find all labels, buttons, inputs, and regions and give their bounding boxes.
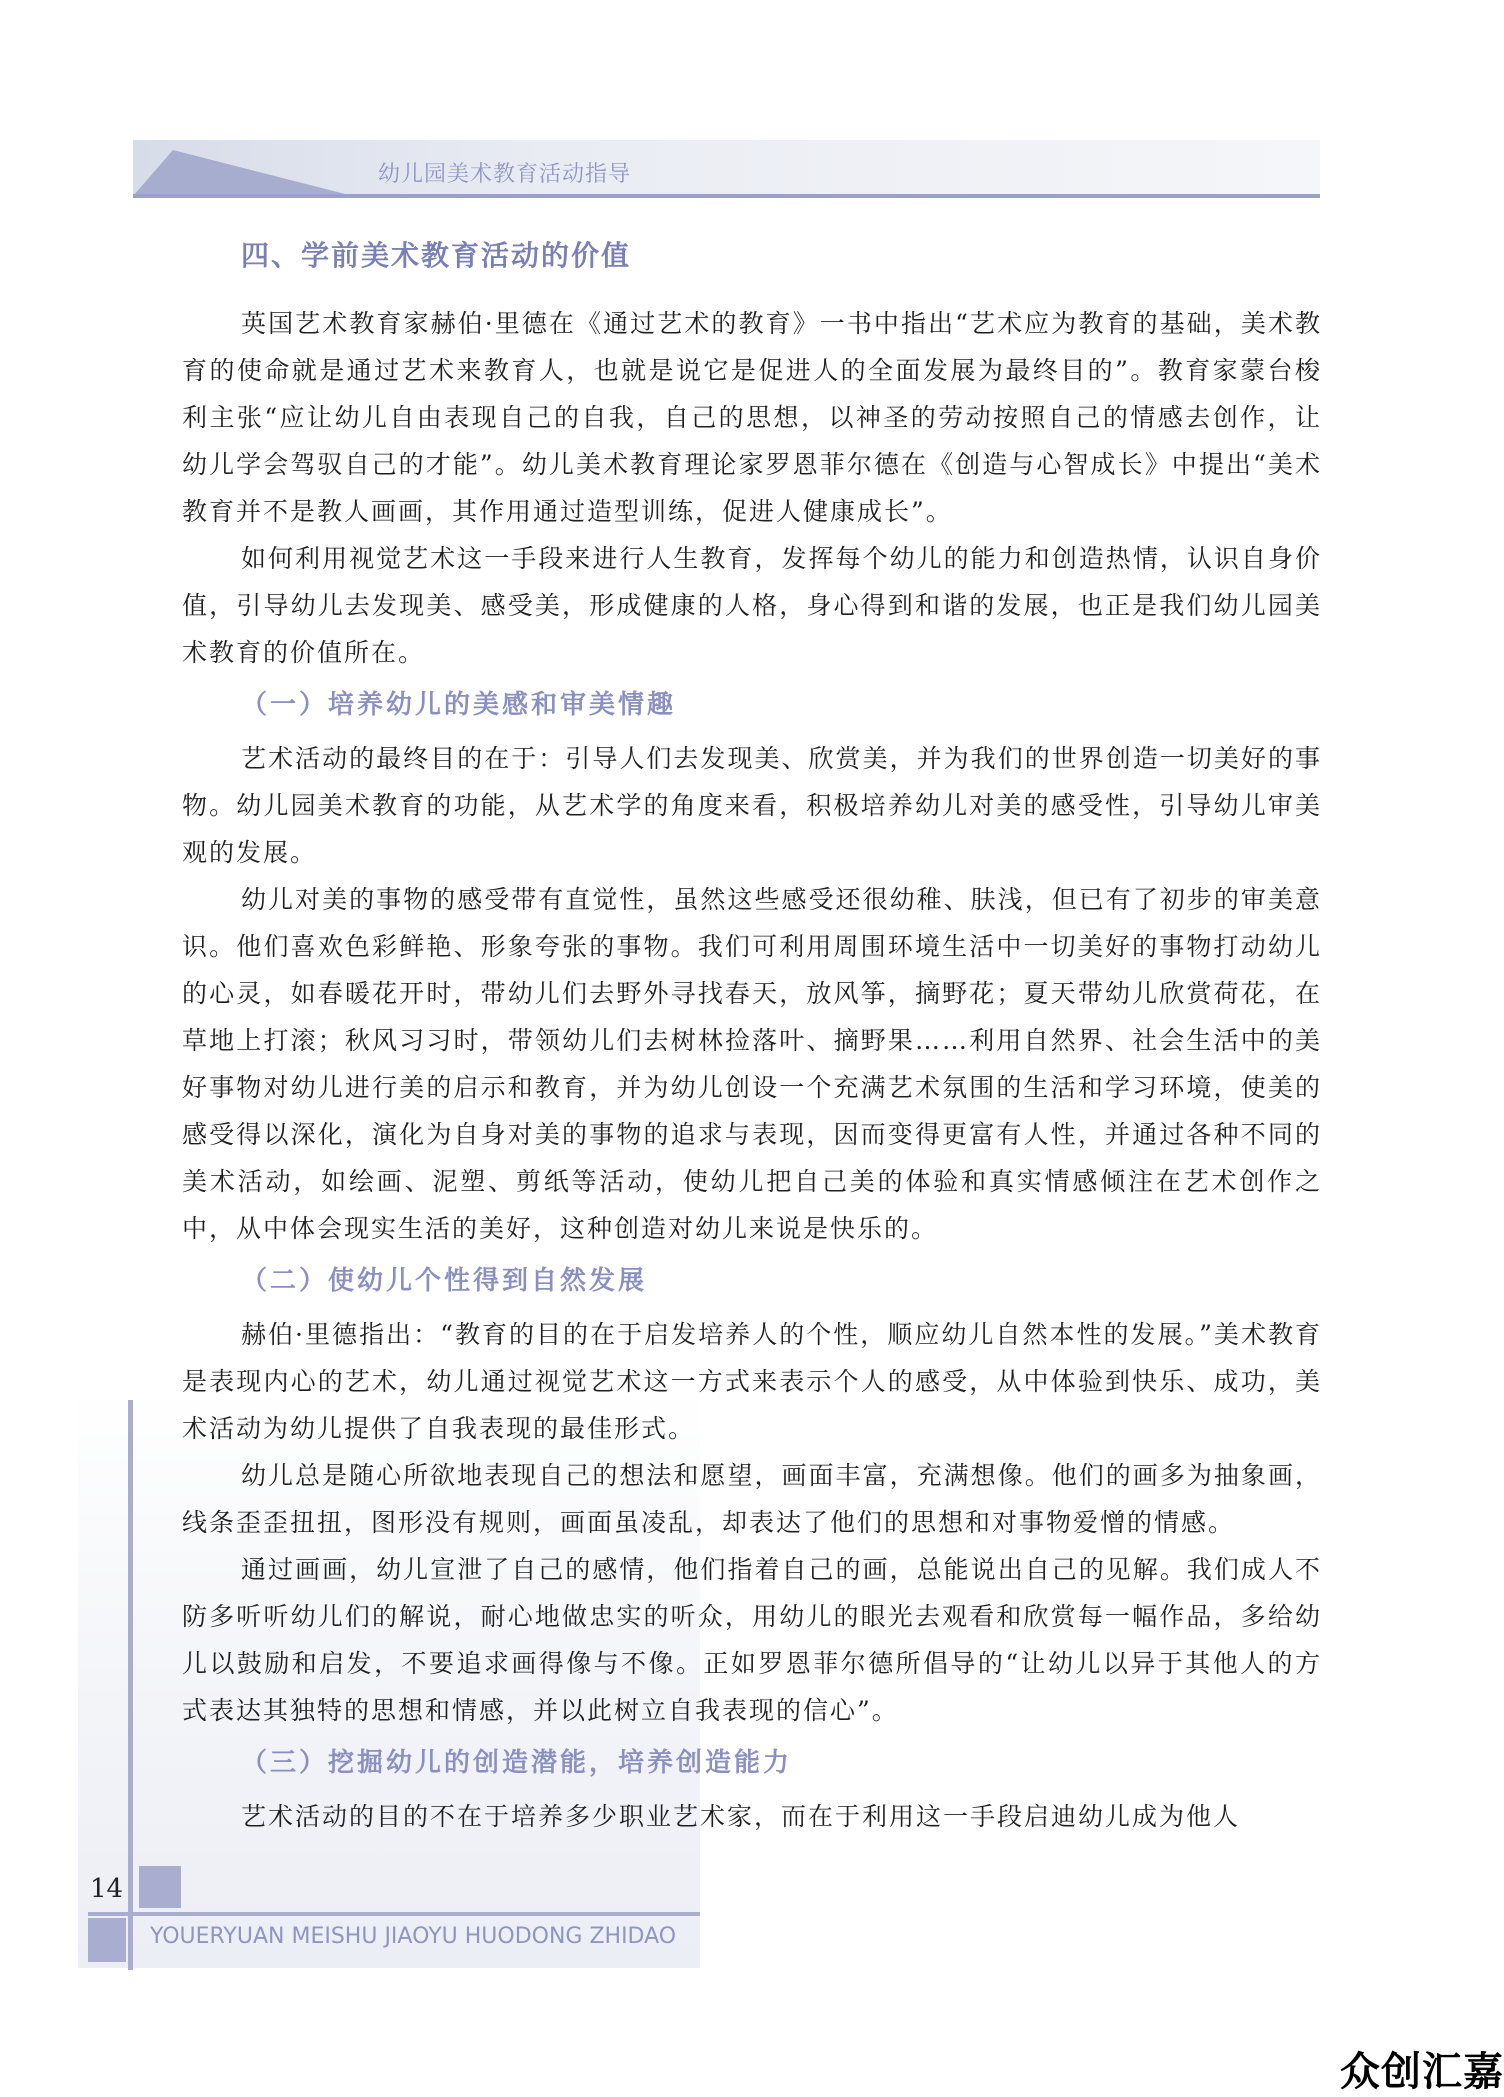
paragraph: 幼儿总是随心所欲地表现自己的想法和愿望，画面丰富，充满想像。他们的画多为抽象画，线条歪歪扭扭，图形没有规则，画面虽凌乱，却表达了他们的思想和对事物爱憎的情感。 <box>182 1461 1322 1537</box>
paragraph: 艺术活动的目的不在于培养多少职业艺术家，而在于利用这一手段启迪幼儿成为他人 <box>241 1802 1241 1831</box>
paragraph: 幼儿对美的事物的感受带有直觉性，虽然这些感受还很幼稚、肤浅，但已有了初步的审美意识。他们喜欢色彩鲜艳、形象夸张的事物。我们可利用周围环境生活中一切美好的事物打动幼儿的心灵，如春暖花开时，带幼儿们去野外寻找春天，放风筝，摘野花；夏天带幼儿欣赏荷花，在草地上打滚；秋风习习时，带领幼儿们去树林捡落叶、摘野果……利用自然界、社会生活中的美好事物对幼儿进行美的启示和教育，并为幼儿创设一个充满艺术氛围的生活和学习环境，使美的感受得以深化，演化为自身对美的事物的追求与表现，因而变得更富有人性，并通过各种不同的美术活动，如绘画、泥塑、剪纸等活动，使幼儿把自己美的体验和真实情感倾注在艺术创作之中，从中体会现实生活的美好，这种创造对幼儿来说是快乐的。 <box>182 885 1322 1243</box>
paragraph: 艺术活动的最终目的在于：引导人们去发现美、欣赏美，并为我们的世界创造一切美好的事物。幼儿园美术教育的功能，从艺术学的角度来看，积极培养幼儿对美的感受性，引导幼儿审美观的发展。 <box>182 744 1322 867</box>
footer-small-square-decoration <box>88 1918 126 1962</box>
subsection-heading: （三）挖掘幼儿的创造潜能，培养创造能力 <box>241 1748 793 1778</box>
watermark-logo: 众创汇嘉 <box>1340 2049 1504 2095</box>
header-wedge-decoration <box>133 150 353 196</box>
subsection-heading: （二）使幼儿个性得到自然发展 <box>241 1266 648 1296</box>
header-rule <box>133 194 1320 198</box>
page-content <box>182 232 1322 1840</box>
paragraph: 英国艺术教育家赫伯·里德在《通过艺术的教育》一书中指出“艺术应为教育的基础，美术教育的使命就是通过艺术来教育人，也就是说它是促进人的全面发展为最终目的”。教育家蒙台梭利主张“应让幼儿自由表现自己的自我，自己的思想，以神圣的劳动按照自己的情感去创作，让幼儿学会驾驭自己的才能”。幼儿美术教育理论家罗恩菲尔德在《创造与心智成长》中提出“美术教育并不是教人画画，其作用通过造型训练，促进人健康成长”。 <box>182 309 1322 526</box>
paragraph: 如何利用视觉艺术这一手段来进行人生教育，发挥每个幼儿的能力和创造热情，认识自身价值，引导幼儿去发现美、感受美，形成健康的人格，身心得到和谐的发展，也正是我们幼儿园美术教育的价值所在。 <box>182 544 1322 667</box>
running-head: 幼儿园美术教育活动指导 <box>378 162 632 187</box>
footer-vertical-rule <box>128 1400 133 1970</box>
page-number: 14 <box>90 1874 124 1904</box>
footer-square-decoration <box>139 1866 181 1908</box>
footer-horizontal-rule <box>88 1912 700 1916</box>
paragraph: 赫伯·里德指出：“教育的目的在于启发培养人的个性，顺应幼儿自然本性的发展。”美术教育是表现内心的艺术，幼儿通过视觉艺术这一方式来表示个人的感受，从中体验到快乐、成功，美术活动为幼儿提供了自我表现的最佳形式。 <box>182 1320 1322 1443</box>
subsection-heading: （一）培养幼儿的美感和审美情趣 <box>241 690 677 720</box>
footer-english-title: YOUERYUAN MEISHU JIAOYU HUODONG ZHIDAO <box>150 1924 677 1949</box>
paragraph: 通过画画，幼儿宣泄了自己的感情，他们指着自己的画，总能说出自己的见解。我们成人不防多听听幼儿们的解说，耐心地做忠实的听众，用幼儿的眼光去观看和欣赏每一幅作品，多给幼儿以鼓励和启发，不要追求画得像与不像。正如罗恩菲尔德所倡导的“让幼儿以异于其他人的方式表达其独特的思想和情感，并以此树立自我表现的信心”。 <box>182 1555 1322 1725</box>
section-title: 四、学前美术教育活动的价值 <box>241 239 632 272</box>
